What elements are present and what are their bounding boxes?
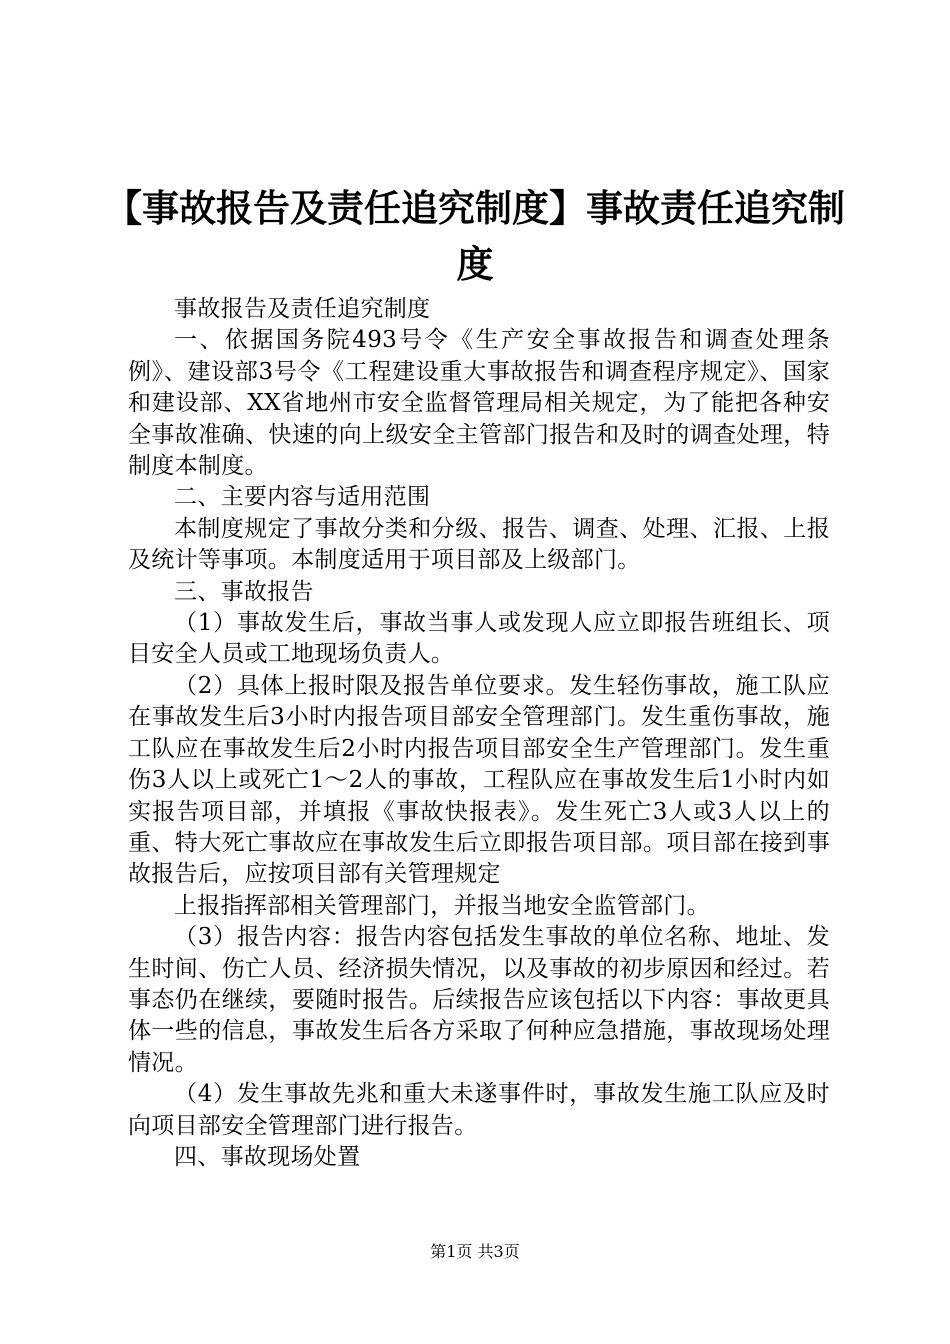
document-body	[128, 294, 830, 1173]
title-line-2: 度	[456, 242, 494, 286]
paragraph: （3）报告内容：报告内容包括发生事故的单位名称、地址、发生时间、伤亡人员、经济损失情况，以及事故的初步原因和经过。若事态仍在继续，要随时报告。后续报告应该包括以下内容：事故更具体一些的信息，事故发生后各方采取了何种应急措施，事故现场处理情况。	[128, 924, 830, 1076]
paragraph: 二、主要内容与适用范围	[174, 484, 431, 511]
paragraph: 三、事故报告	[174, 578, 314, 605]
paragraph: 上报指挥部相关管理部门，并报当地安全监管部门。	[174, 892, 710, 919]
paragraph: 一、依据国务院493号令《生产安全事故报告和调查处理条例》、建设部3号令《工程建设重大事故报告和调查程序规定》、国家和建设部、XX省地州市安全监督管理局相关规定，为了能把各种安全事故准确、快速的向上级安全主管部门报告和及时的调查处理，特制度本制度。	[128, 327, 830, 480]
title-line-1: 【事故报告及责任追究制度】事故责任追究制	[105, 186, 845, 230]
paragraph: 事故报告及责任追究制度	[174, 296, 431, 322]
paragraph: 四、事故现场处置	[174, 1143, 361, 1170]
paragraph: （2）具体上报时限及报告单位要求。发生轻伤事故，施工队应在事故发生后3小时内报告项目部安全管理部门。发生重伤事故，施工队应在事故发生后2小时内报告项目部安全生产管理部门。发生重伤3人以上或死亡1～2人的事故，工程队应在事故发生后1小时内如实报告项目部，并填报《事故快报表》。发生死亡3人或3人以上的重、特大死亡事故应在事故发生后立即报告项目部。项目部在接到事故报告后，应按项目部有关管理规定	[128, 672, 830, 888]
page-title	[95, 180, 855, 292]
paragraph: （1）事故发生后，事故当事人或发现人应立即报告班组长、项目安全人员或工地现场负责人。	[128, 610, 830, 668]
paragraph: （4）发生事故先兆和重大未遂事件时，事故发生施工队应及时向项目部安全管理部门进行报告。	[128, 1081, 830, 1139]
page-footer: 第1页 共3页	[430, 1242, 520, 1261]
paragraph: 本制度规定了事故分类和分级、报告、调查、处理、汇报、上报及统计等事项。本制度适用于项目部及上级部门。	[128, 515, 830, 574]
